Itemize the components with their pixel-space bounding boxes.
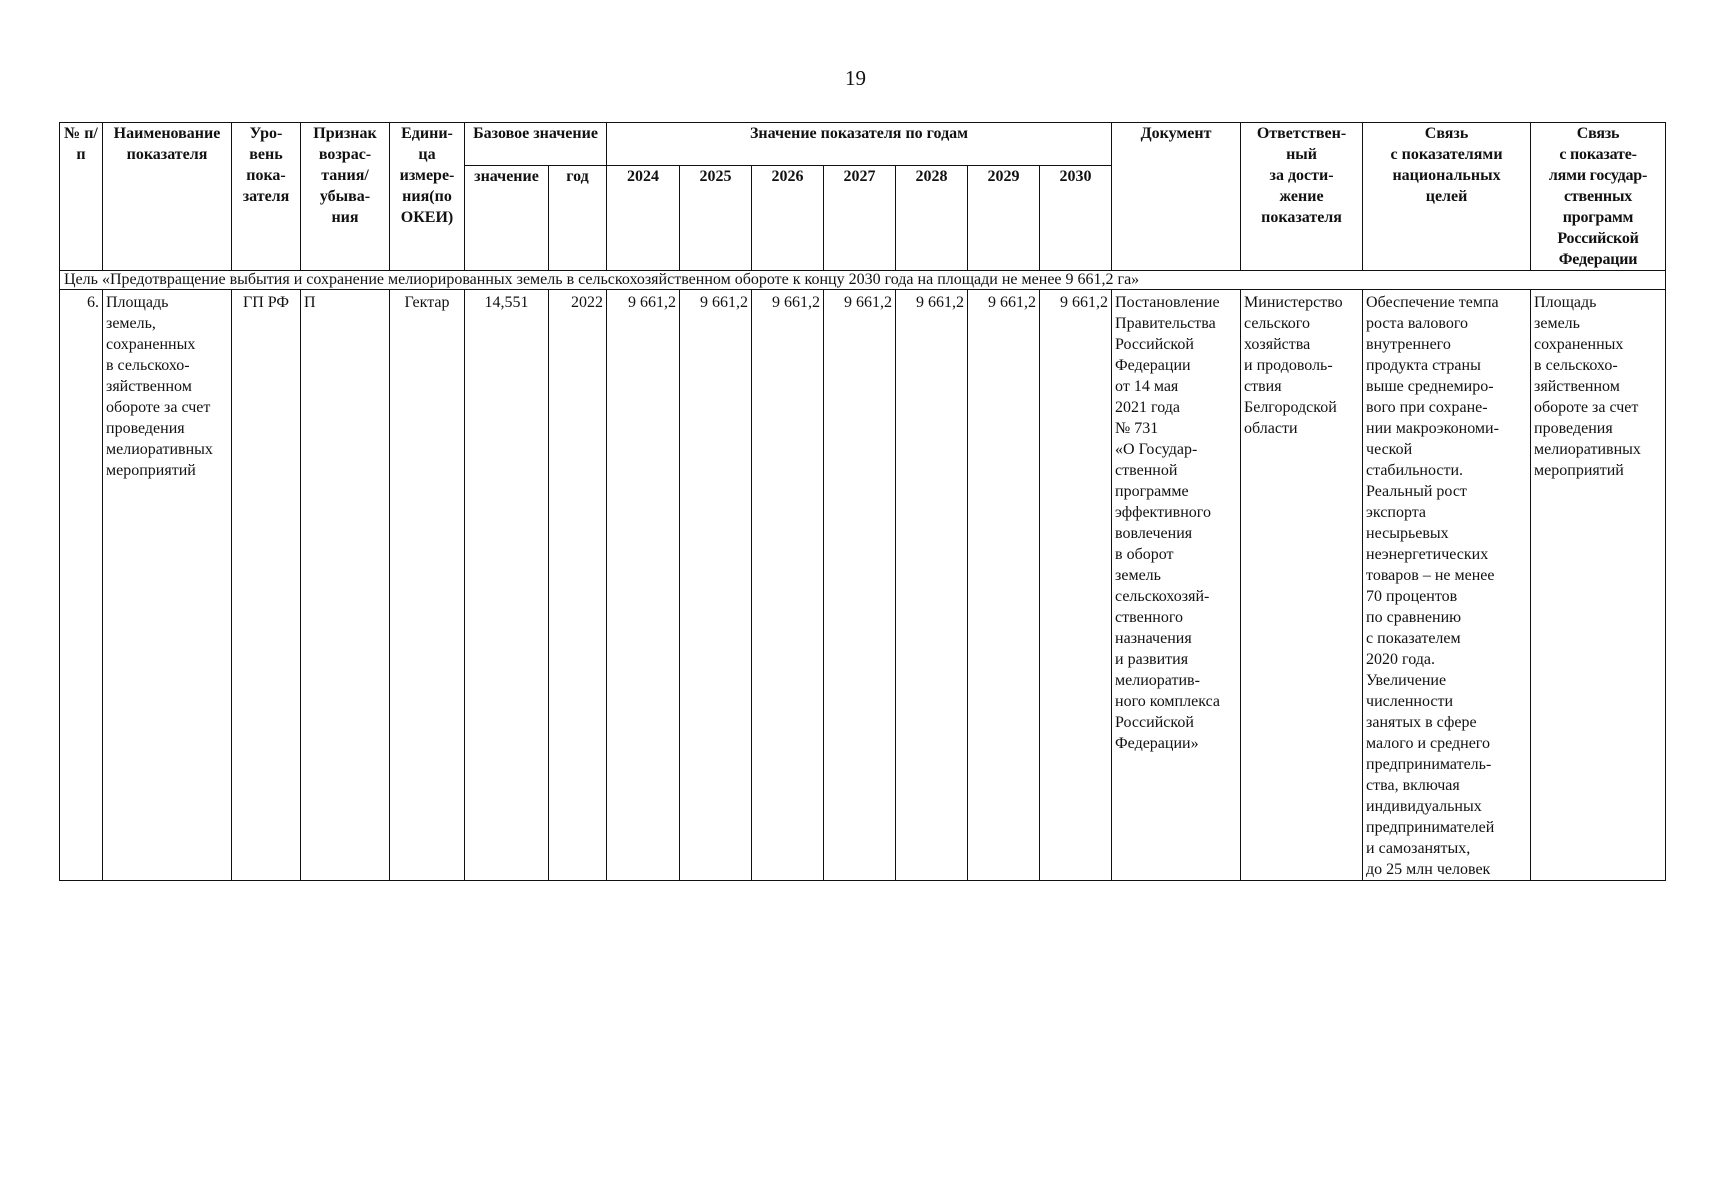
goal-row xyxy=(60,271,1666,290)
national-link-cell: Обеспечение темпа роста валового внутреннего продукта страны выше среднемиро- вого при сохране- нии макроэкономи- ческой стабильности. Реальный рост экспорта несырьевых неэнергетических товаров – не менее 70 процентов по сравнению с показателем 2020 года. Увеличение численности занятых в сфере малого и среднего предприниматель- ства, включая индивидуальных предпринимателей и самозанятых, до 25 млн человек xyxy=(1363,290,1531,881)
table-row xyxy=(60,290,1666,881)
responsible-cell: Министерство сельского хозяйства и продоволь- ствия Белгородской области xyxy=(1241,290,1363,881)
header-year: 2029 xyxy=(968,165,1040,270)
header-year: 2025 xyxy=(680,165,752,270)
header-values-by-year: Значение показателя по годам xyxy=(607,123,1112,166)
year-value: 9 661,2 xyxy=(824,290,896,881)
program-link-cell: Площадь земель сохраненных в сельскохо- зяйственном обороте за счет проведения мелиоративных мероприятий xyxy=(1531,290,1666,881)
header-trend: Признак возрас- тания/ убыва- ния xyxy=(301,123,390,271)
indicator-trend: П xyxy=(301,290,390,881)
goal-text: Цель «Предотвращение выбытия и сохранение мелиорированных земель в сельскохозяйственном обороте к концу 2030 года на площади не менее 9 661,2 га» xyxy=(60,271,1666,290)
year-value: 9 661,2 xyxy=(1040,290,1112,881)
header-year: 2030 xyxy=(1040,165,1112,270)
indicator-unit: Гектар xyxy=(390,290,465,881)
header-unit: Едини- ца измере- ния(по ОКЕИ) xyxy=(390,123,465,271)
year-value: 9 661,2 xyxy=(752,290,824,881)
page-number: 19 xyxy=(845,66,866,90)
header-responsible: Ответствен- ный за дости- жение показателя xyxy=(1241,123,1363,271)
indicator-level: ГП РФ xyxy=(232,290,301,881)
header-row-1 xyxy=(60,123,1666,166)
base-value: 14,551 xyxy=(465,290,549,881)
header-document: Документ xyxy=(1112,123,1241,271)
header-base-year: год xyxy=(549,165,607,270)
row-number: 6. xyxy=(60,290,103,881)
header-year: 2028 xyxy=(896,165,968,270)
base-year: 2022 xyxy=(549,290,607,881)
indicators-table xyxy=(59,122,1666,881)
header-name: Наименование показателя xyxy=(103,123,232,271)
header-national-link: Связь с показателями национальных целей xyxy=(1363,123,1531,271)
header-program-link: Связь с показате- лями государ- ственных программ Российской Федерации xyxy=(1531,123,1666,271)
header-year: 2026 xyxy=(752,165,824,270)
header-year: 2024 xyxy=(607,165,680,270)
header-base: Базовое значение xyxy=(465,123,607,166)
year-value: 9 661,2 xyxy=(607,290,680,881)
header-level: Уро- вень пока- зателя xyxy=(232,123,301,271)
year-value: 9 661,2 xyxy=(896,290,968,881)
header-base-value: значение xyxy=(465,165,549,270)
year-value: 9 661,2 xyxy=(968,290,1040,881)
header-year: 2027 xyxy=(824,165,896,270)
header-no: № п/п xyxy=(60,123,103,271)
year-value: 9 661,2 xyxy=(680,290,752,881)
indicator-name: Площадь земель, сохраненных в сельскохо- зяйственном обороте за счет проведения мелиоративных мероприятий xyxy=(103,290,232,881)
document-cell: Постановление Правительства Российской Федерации от 14 мая 2021 года № 731 «О Государ- ственной программе эффективного вовлечения в оборот земель сельскохозяй- ственного назначения и развития мелиоратив- ного комплекса Российской Федерации» xyxy=(1112,290,1241,881)
